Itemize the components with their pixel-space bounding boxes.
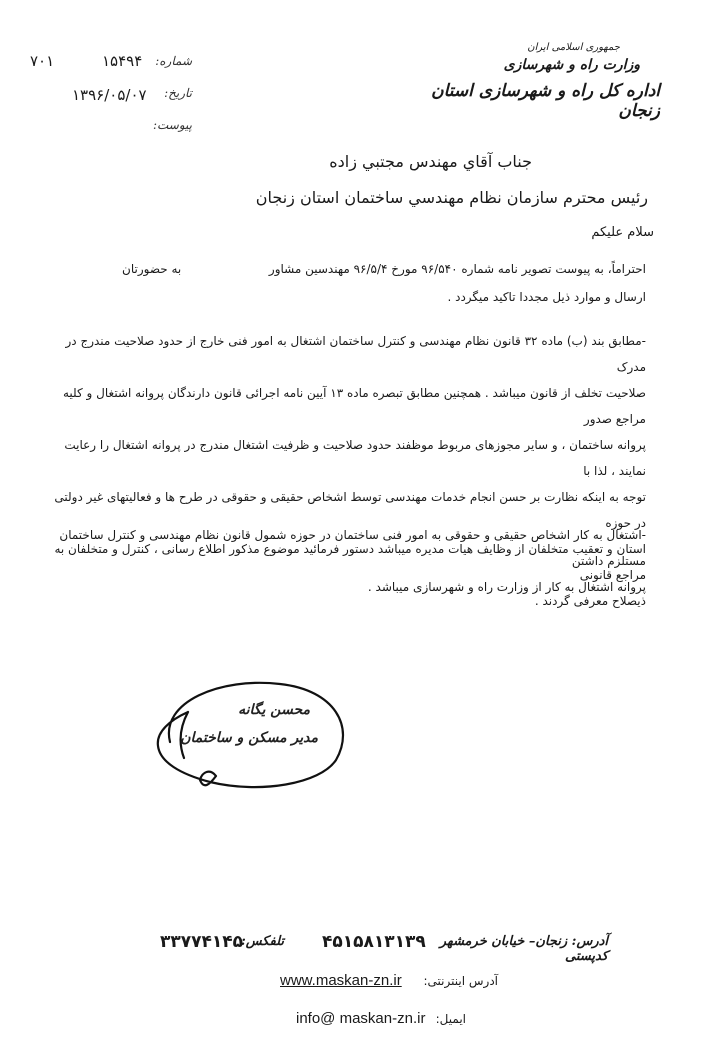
letter-date-label: تاریخ:: [164, 86, 192, 100]
letter-date: ۱۳۹۶/۰۵/۰۷: [72, 86, 147, 104]
paragraph-2-line: پروانه اشتغال به کار از وزارت راه و شهرسازی میباشد .: [367, 580, 646, 594]
paragraph-2-line: -اشتغال به کار اشخاص حقیقی و حقوقی به امور فنی ساختمان در حوزه شمول قانون نظام مهندسی و کنترل ساختمان مستلزم داشتن: [59, 528, 646, 568]
paragraph-1-line: توجه به اینکه نظارت بر حسن انجام خدمات مهندسی توسط اشخاص حقیقی و حقوقی در طرح ها و فعالیتهای غیر دولتی در حوزه: [54, 490, 646, 530]
signer-name: محسن یگانه: [238, 702, 310, 718]
fax-label: تلفکس:: [240, 934, 284, 949]
recipient-line-2: رئيس محترم سازمان نظام مهندسي ساختمان استان زنجان: [255, 188, 648, 207]
paragraph-1-line: پروانه ساختمان ، و سایر مجوزهای مربوط موظفند حدود صلاحیت و ظرفیت اشتغال مندرج در پروانه اشتغال را رعایت نمایند ، لذا با: [64, 438, 646, 478]
paragraph-1-line: ذیصلاح معرفی گردند .: [534, 594, 646, 608]
intro-text-b: به حضورتان: [122, 262, 182, 276]
website-link[interactable]: www.maskan-zn.ir: [280, 972, 402, 989]
letterhead-country: جمهوری اسلامی ایران: [527, 42, 620, 53]
intro-text-a: احتراماً، به پیوست تصویر نامه شماره ۹۶/۵۴۰ مورخ ۹۶/۵/۴ مهندسین مشاور: [268, 262, 646, 276]
email-label: ایمیل:: [435, 1012, 466, 1026]
postal-code: ۴۵۱۵۸۱۳۱۳۹: [322, 932, 426, 952]
letter-number-label: شماره:: [155, 54, 192, 68]
email-address[interactable]: info@ maskan-zn.ir: [296, 1010, 426, 1027]
redacted-block: [185, 261, 265, 273]
letter-attachment-label: پیوست:: [152, 118, 192, 132]
letter-meta: [30, 48, 190, 138]
letterhead-ministry: وزارت راه و شهرسازی: [503, 57, 640, 73]
website-label: آدرس اینترنتی:: [423, 974, 498, 988]
paragraph-1-line: -مطابق بند (ب) ماده ۳۲ قانون نظام مهندسی و کنترل ساختمان اشتغال به امور فنی خارج از حدود صلاحیت مندرج در مدرک: [65, 334, 646, 374]
intro-line-1: [86, 256, 646, 282]
intro-line-2: ارسال و موارد ذیل مجددا تاکید میگردد .: [447, 290, 646, 304]
footer: [0, 920, 728, 1044]
letter-number: ۱۵۴۹۴: [102, 52, 143, 70]
number-suffix: ۷۰۱: [30, 52, 55, 70]
letterhead: [400, 42, 660, 121]
address-label: آدرس: زنجان– خیابان خرمشهر کدپستی: [439, 934, 608, 964]
paragraph-2: [48, 522, 646, 600]
fax-number: ۳۳۷۷۴۱۴۵: [160, 932, 244, 952]
letterhead-office: اداره کل راه و شهرسازی استان زنجان: [431, 81, 660, 121]
paragraph-1-line: استان و تعقیب متخلفان از وظایف هیات مدیره میباشد دستور فرمائید موضوع مذکور اطلاع رسانی ، کنترل و متخلفان به مراجع قانونی: [54, 542, 646, 582]
greeting: سلام علیکم: [591, 225, 654, 240]
signer-title: مدیر مسکن و ساختمان: [180, 730, 318, 746]
paragraph-1-line: صلاحیت تخلف از قانون میباشد . همچنین مطابق تبصره ماده ۱۳ آیین نامه اجرائی قانون دارندگان پروانه اشتغال و کلیه مراجع صدور: [63, 386, 646, 426]
recipient-line-1: جناب آقاي مهندس مجتبي زاده: [329, 152, 532, 171]
